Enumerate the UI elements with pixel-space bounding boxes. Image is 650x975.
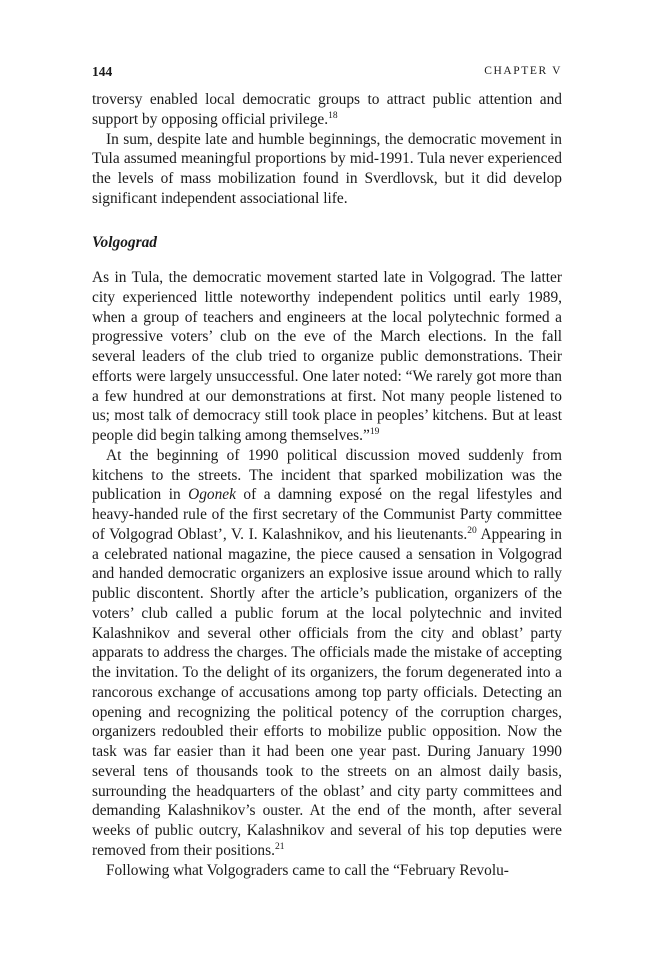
footnote-ref-19: 19 <box>369 427 380 437</box>
footnote-ref-21: 21 <box>274 841 285 852</box>
paragraph-continued: troversy enabled local democratic groups to attract public attention and support by opposing official privilege.$^{18}$ <box>92 91 562 128</box>
chapter-title: CHAPTER V <box>484 65 562 77</box>
paragraph-summary: In sum, despite late and humble beginnings, the democratic movement in Tula assumed meaningful proportions by mid-1991. Tula never experienced the levels of mass mobilization found in Sverdlovsk, but it did develop significant independent associational life. <box>92 130 562 207</box>
page-number: 144 <box>92 64 113 79</box>
intro-text <box>92 90 562 209</box>
running-head <box>92 64 562 84</box>
footnote-ref-20: 20 <box>467 525 477 536</box>
section-heading: Volgograd <box>92 234 157 251</box>
footnote-ref-18: 18 <box>328 110 338 121</box>
paragraph-3: Following what Volgograders came to call the “February Revolu- <box>106 861 509 879</box>
magazine-title: Ogonek <box>188 486 236 504</box>
paragraph-2: At the beginning of 1990 political discussion moved suddenly from kitchens to the streets. The incident that sparked mobilization was the publication in Ogonek of a damning exposé on the regal lifestyles and heavy-handed rule of the first secretary of the Communist Party committee of Volgograd Oblast’, V. I. Kalashnikov, and his lieutenants.$^{20}$ Appearing in a celebrated national magazine, the piece caused a sensation in Volgograd and handed democratic organizers an explosive issue around which to rally public discontent. Shortly after the article’s publication, organizers of the voters’ club called a public forum at the local polytechnic and invited Kalashnikov and several other officials from the city and oblast’ party apparats to address the charges. The officials made the mistake of accepting the invitation. To the delight of its organizers, the forum degenerated into a rancorous exchange of accusations among top party officials. Detecting an opening and recognizing the political potency of the corruption charges, organizers redoubled their efforts to mobilize public opposition. Now the task was far easier than it had been one year past. During January 1990 several tens of thousands took to the streets on an almost daily basis, surrounding the headquarters of the oblast’ and city party committees and demanding Kalashnikov’s ouster. At the end of the month, after several weeks of public outcry, Kalashnikov and several of his top deputies were removed from their positions.$^{21}$ <box>92 446 562 859</box>
paragraph-1: As in Tula, the democratic movement started late in Volgograd. The latter city experienced little noteworthy independent politics until early 1989, when a group of teachers and engineers at the local polytechnic formed a progressive voters’ club on the eve of the March elections. In the fall several leaders of the club tried to organize public demonstrations. Their efforts were largely unsuccessful. One later noted: “We rarely got more than a few hundred at our demonstrations at first. Not many people listened to us; most talk of democracy still took place in peoples’ kitchens. But at least people did begin talking among themselves.”$^{19}$ <box>92 269 562 444</box>
section-text <box>92 268 562 880</box>
